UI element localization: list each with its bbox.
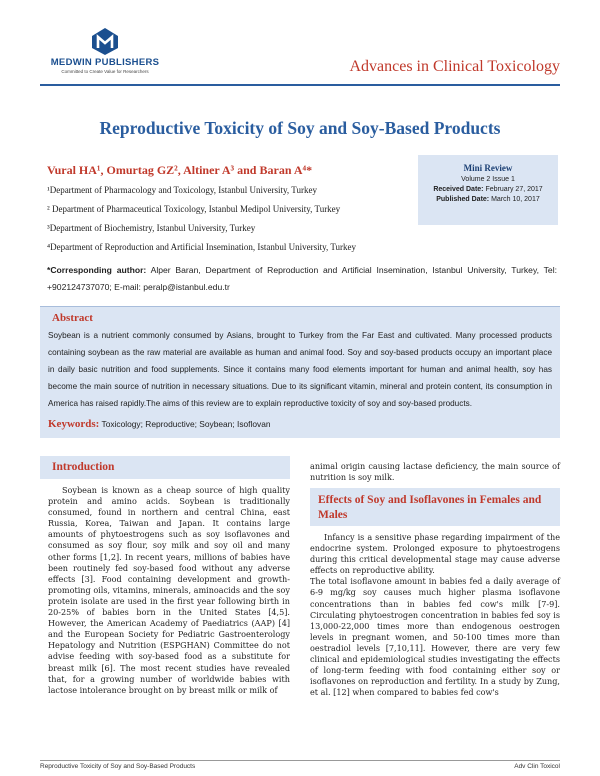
journal-name: Advances in Clinical Toxicology xyxy=(349,58,560,75)
received-date: Received Date: February 27, 2017 xyxy=(433,186,543,193)
keywords-list: Toxicology; Reproductive; Soybean; Isoflovan xyxy=(101,419,271,429)
affiliation-1: ¹Department of Pharmacology and Toxicology, Istanbul University, Turkey xyxy=(47,185,317,195)
volume-issue: Volume 2 Issue 1 xyxy=(461,176,515,183)
abstract-heading: Abstract xyxy=(52,312,93,324)
footer-divider xyxy=(40,760,560,761)
affiliation-3: ³Department of Biochemistry, Istanbul University, Turkey xyxy=(47,223,256,233)
keywords-bar xyxy=(40,418,560,438)
author-list: Vural HA¹, Omurtag GZ², Altiner A³ and Baran A⁴* xyxy=(47,163,313,177)
effects-paragraph-1: Infancy is a sensitive phase regarding impairment of the endocrine system. Prolonged exposure to phytoestrogens during this critical developmental stage may cause adverse effects on reproductive ability. xyxy=(310,532,560,576)
keywords-heading: Keywords: xyxy=(48,418,100,430)
introduction-body xyxy=(48,485,290,696)
effects-heading: Effects of Soy and Isoflavones in Females and Males xyxy=(310,488,560,526)
article-info-box xyxy=(418,155,558,225)
corresponding-author: *Corresponding author: Alper Baran, Department of Reproduction and Artificial Insemination, Istanbul University, Turkey, Tel: +902124737070; E-mail: peralp@istanbul.edu.tr xyxy=(47,265,557,292)
effects-body xyxy=(310,532,560,698)
footer-journal-abbrev: Adv Clin Toxicol xyxy=(514,763,560,770)
introduction-heading: Introduction xyxy=(40,456,290,479)
publisher-tagline: Committed to Create Value for Researchers xyxy=(61,69,149,74)
publisher-name: MEDWIN PUBLISHERS xyxy=(50,57,160,68)
introduction-continued: animal origin causing lactase deficiency, the main source of nutrition is soy milk. xyxy=(310,461,560,483)
affiliation-2: ² Department of Pharmaceutical Toxicology, Istanbul Medipol University, Turkey xyxy=(47,204,341,214)
abstract-box xyxy=(40,306,560,419)
abstract-text: Soybean is a nutrient commonly consumed by Asians, brought to Turkey from the Far East and cultivated. Many processed products containing soybean as the raw material are available as human and animal food. Soy and soy-based products occupy an important place in daily basic nutrition and food supplements. Since it contains many food elements important for human and animal health, soy has become the main source of nutrition in necessary situations. Due to its significant vitamin, mineral and protein content, its consumption in America has raised rapidly.The aims of this review are to explain reproductive toxicity of soy and soy-based products. xyxy=(48,331,552,408)
affiliation-4: ⁴Department of Reproduction and Artificial Insemination, Istanbul University, Turkey xyxy=(47,242,356,252)
footer-running-title: Reproductive Toxicity of Soy and Soy-Based Products xyxy=(40,763,196,770)
article-type: Mini Review xyxy=(463,163,513,173)
published-date: Published Date: March 10, 2017 xyxy=(436,196,540,203)
header-divider xyxy=(40,84,560,86)
publisher-logo xyxy=(40,26,170,74)
introduction-paragraph: Soybean is known as a cheap source of high quality protein and amino acids. Soybean is traditionally consumed, found in northern and central China, east Russia, Korea, Taiwan and Japan. It contains large amounts of phytoestrogens such as soy isoflavones and consumed as soy flour, soy milk and soy oil and many other forms [1,2]. In recent years, millions of babies have been routinely fed soy-based food without any adverse effects [3]. Food containing development and growth-promoting oils, vitamins, minerals, aminoacids and the soy protein isolate are used in the first year following birth in 20-25% of babies born in the United States [4,5]. However, the American Academy of Paediatrics (AAP) [4] and the European Society for Pediatric Gastroenterology Hepatology and Nutrition (ESPGHAN) Committee do not advise feeding with soy-based food as a substitute for breast milk [6]. The most recent studies have revealed that, for a growing number of worldwide babies with lactose intolerance brought on by breast milk or milk of xyxy=(48,485,290,695)
article-title: Reproductive Toxicity of Soy and Soy-Based Products xyxy=(99,118,501,138)
medwin-logo-icon xyxy=(88,26,122,56)
effects-paragraph-2: The total isoflavone amount in babies fed a daily average of 6-9 mg/kg soy causes much higher plasma isoflavone concentrations than in babies fed cow's milk [7-9]. Circulating phytoestrogen concentration in babies fed soy is 13,000-22,000 times more than endogenous oestrogen levels in pregnant women, and 50-100 times more than oestradiol levels [7,10,11]. However, there are very few clinical and epidemiological studies investigating the effects of long-term feeding with food containing either soy or isoflavones on reproduction and fertility. In a study by Zung, et al. [12] when compared to babies fed cow's xyxy=(310,576,560,698)
